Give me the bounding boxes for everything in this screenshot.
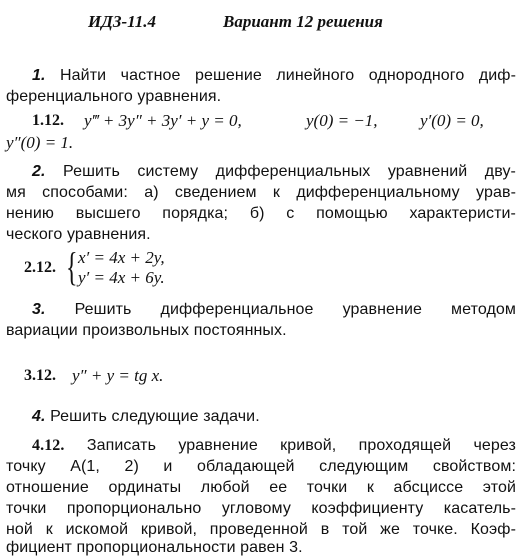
task4-line-1 <box>32 408 260 426</box>
task3-problem-number: 3.12. <box>24 367 56 384</box>
task1-line-2: ференциального уравнения. <box>6 88 222 105</box>
task4-problem-number: 4.12. <box>32 437 65 454</box>
task4-problem-line-5: ной к искомой кривой, проведенной в той же точке. Коэф- <box>6 521 516 538</box>
task1-number: 1. <box>32 67 46 84</box>
system-brace: { <box>66 244 78 289</box>
task4-problem-line-2: точку A(1, 2) и обладающей следующим свойством: <box>6 458 516 475</box>
task4-number: 4. <box>32 408 46 425</box>
task4-problem-text-1: Записать уравнение кривой, проходящей через <box>86 437 516 454</box>
task1-condition-3: y″(0) = 1. <box>6 133 74 152</box>
task2-line-2: мя способами: а) сведением к дифференциальному урав- <box>6 184 516 201</box>
task3-line-1 <box>6 301 516 319</box>
task4-text-1: Решить следующие задачи. <box>50 408 260 425</box>
task2-line-4: ческого уравнения. <box>6 226 151 243</box>
task1-problem-number: 1.12. <box>32 112 64 129</box>
task1-line-1 <box>6 67 516 85</box>
task2-equation-2: y′ = 4x + 6y. <box>78 268 165 287</box>
doc-title: ИДЗ-11.4 <box>88 12 156 31</box>
task2-problem-number: 2.12. <box>24 259 56 276</box>
task4-problem-line-1 <box>6 437 516 455</box>
task2-line-3: нению высшего порядка; б) с помощью характеристи- <box>6 205 516 222</box>
task4-problem-line-6: фициент пропорциональности равен 3. <box>6 539 303 556</box>
task1-text-1: Найти частное решение линейного однородного диф- <box>60 67 516 84</box>
variant-title: Вариант 12 решения <box>223 12 383 31</box>
task2-number: 2. <box>32 163 46 180</box>
task1-problem-row <box>32 112 64 130</box>
task3-line-2: вариации произвольных постоянных. <box>6 322 287 339</box>
task4-problem-line-3: отношение ординаты любой ее точки к абсциссе этой <box>6 479 516 496</box>
task2-line-1 <box>6 163 516 181</box>
task3-text-1: Решить дифференциальное уравнение методом <box>74 301 517 318</box>
task1-condition-1: y(0) = −1, <box>306 111 378 130</box>
task1-equation: y‴ + 3y″ + 3y′ + y = 0, <box>84 111 242 130</box>
task2-equation-1: x′ = 4x + 2y, <box>78 248 165 267</box>
task2-text-1: Решить систему дифференциальных уравнений дву- <box>63 163 516 180</box>
task4-problem-line-4: точки пропорционально угловому коэффициенту касатель- <box>6 500 516 517</box>
task3-number: 3. <box>32 301 46 318</box>
task1-condition-2: y′(0) = 0, <box>420 111 484 130</box>
task3-equation: y″ + y = tg x. <box>72 366 164 385</box>
